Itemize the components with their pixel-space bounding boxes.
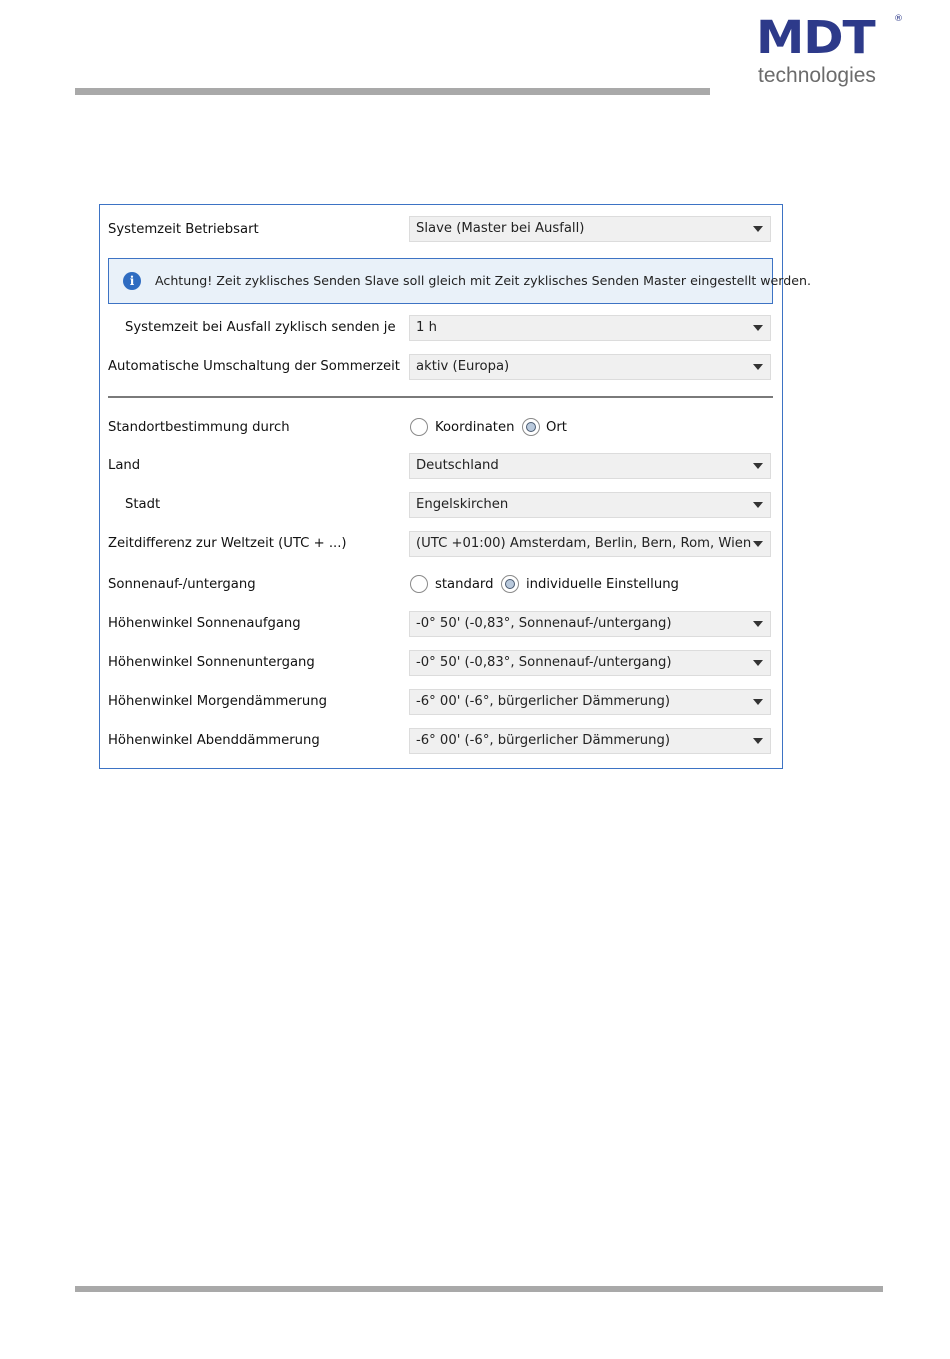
ausfall-value: 1 h: [416, 320, 437, 335]
stadt-select[interactable]: [409, 492, 771, 518]
hw-morgen-select[interactable]: [409, 689, 771, 715]
chevron-down-icon: [753, 699, 763, 705]
chevron-down-icon: [753, 621, 763, 627]
stadt-value: Engelskirchen: [416, 497, 509, 512]
radio-ort-label: Ort: [546, 420, 567, 435]
land-select[interactable]: [409, 453, 771, 479]
header-divider: [75, 88, 710, 95]
hw-morgen-value: -6° 00' (-6°, bürgerlicher Dämmerung): [416, 694, 670, 709]
stadt-label: Stadt: [125, 497, 161, 512]
mdt-logo: [756, 11, 906, 94]
chevron-down-icon: [753, 502, 763, 508]
zeitdifferenz-label: Zeitdifferenz zur Weltzeit (UTC + ...): [108, 536, 347, 551]
hw-untergang-label: Höhenwinkel Sonnenuntergang: [108, 655, 315, 670]
parameter-panel: [99, 204, 811, 769]
sommerzeit-value: aktiv (Europa): [416, 359, 510, 374]
chevron-down-icon: [753, 738, 763, 744]
chevron-down-icon: [753, 364, 763, 370]
standort-label: Standortbestimmung durch: [108, 420, 290, 435]
registered-mark: ®: [894, 14, 903, 24]
land-value: Deutschland: [416, 458, 499, 473]
zeitdifferenz-value: (UTC +01:00) Amsterdam, Berlin, Bern, Rom, Wien: [416, 536, 752, 551]
hw-morgen-label: Höhenwinkel Morgendämmerung: [108, 694, 328, 709]
ausfall-label: Systemzeit bei Ausfall zyklisch senden je: [125, 320, 396, 335]
logo-mark: MDT: [756, 11, 875, 64]
radio-koordinaten-label: Koordinaten: [435, 420, 515, 435]
chevron-down-icon: [753, 541, 763, 547]
chevron-down-icon: [753, 660, 763, 666]
hw-abend-select[interactable]: [409, 728, 771, 754]
info-icon: i: [123, 272, 141, 290]
chevron-down-icon: [753, 325, 763, 331]
hw-untergang-select[interactable]: [409, 650, 771, 676]
radio-standard-label: standard: [435, 577, 494, 592]
sonnenauf-label: Sonnenauf-/untergang: [108, 577, 256, 592]
sommerzeit-select[interactable]: [409, 354, 771, 380]
hw-untergang-value: -0° 50' (-0,83°, Sonnenauf-/untergang): [416, 655, 672, 670]
chevron-down-icon: [753, 463, 763, 469]
hw-aufgang-select[interactable]: [409, 611, 771, 637]
hw-aufgang-value: -0° 50' (-0,83°, Sonnenauf-/untergang): [416, 616, 672, 631]
radio-individuell-label: individuelle Einstellung: [526, 577, 679, 592]
section-divider: [108, 396, 773, 398]
info-notice: [108, 258, 811, 304]
footer-divider: [75, 1286, 883, 1292]
radio-individuell[interactable]: [501, 575, 519, 593]
ausfall-select[interactable]: [409, 315, 771, 341]
radio-standard[interactable]: [410, 575, 428, 593]
betriebsart-label: Systemzeit Betriebsart: [108, 222, 259, 237]
betriebsart-value: Slave (Master bei Ausfall): [416, 221, 585, 236]
sommerzeit-label: Automatische Umschaltung der Sommerzeit: [108, 359, 400, 374]
radio-ort[interactable]: [522, 418, 540, 436]
hw-abend-value: -6° 00' (-6°, bürgerlicher Dämmerung): [416, 733, 670, 748]
zeitdifferenz-select[interactable]: [409, 531, 771, 557]
radio-koordinaten[interactable]: [410, 418, 428, 436]
land-label: Land: [108, 458, 141, 473]
hw-abend-label: Höhenwinkel Abenddämmerung: [108, 733, 320, 748]
chevron-down-icon: [753, 226, 763, 232]
hw-aufgang-label: Höhenwinkel Sonnenaufgang: [108, 616, 301, 631]
betriebsart-select[interactable]: [409, 216, 771, 242]
info-text: Achtung! Zeit zyklisches Senden Slave soll gleich mit Zeit zyklisches Senden Master eingestellt werden.: [155, 273, 811, 288]
logo-subtitle: technologies: [758, 64, 876, 87]
